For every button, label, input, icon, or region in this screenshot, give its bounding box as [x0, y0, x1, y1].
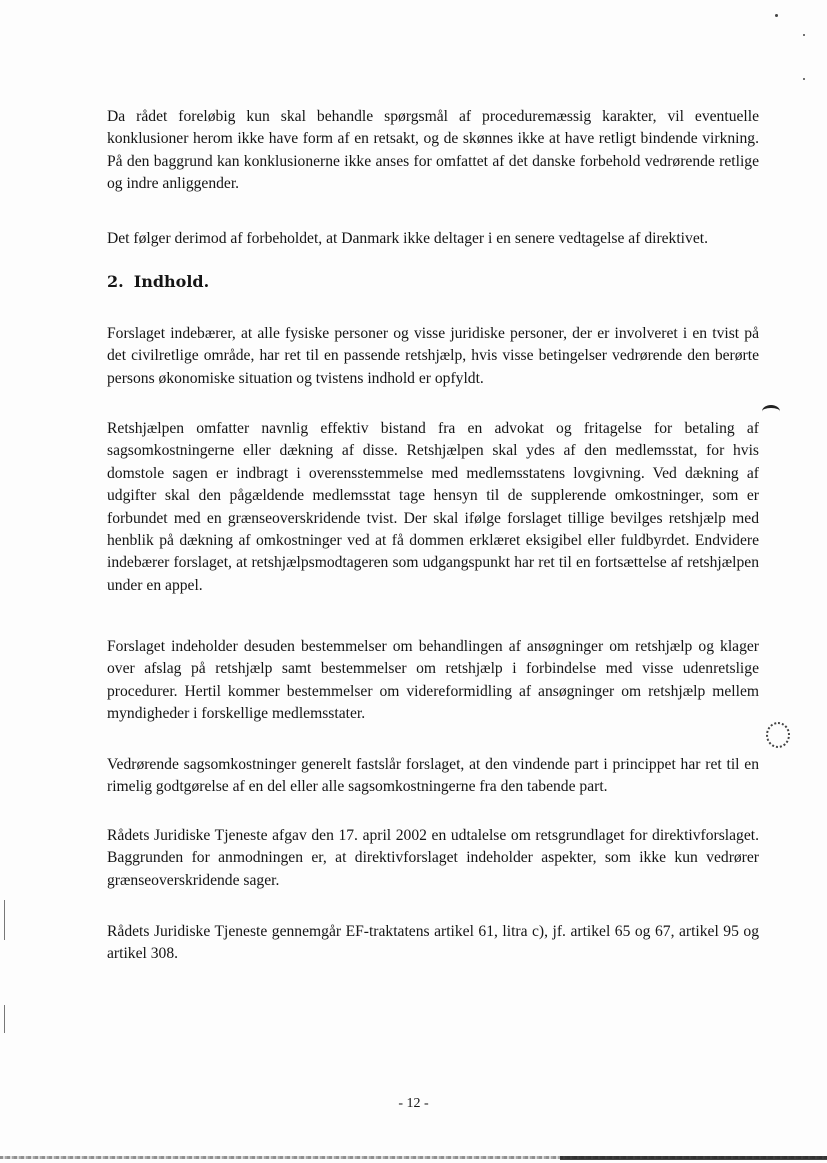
- paragraph-proposal-scope: Forslaget indebærer, at alle fysiske personer og visse juridiske personer, der er involveret i en tvist på det civilretlige område, har ret til en passende retshjælp, hvis visse betingelser vedrørende den berørte persons økonomiske situation og tvistens indhold er opfyldt.: [107, 325, 759, 387]
- paragraph-legal-service-opinion: Rådets Juridiske Tjeneste afgav den 17. april 2002 en udtalelse om retsgrundlaget for direktivforslaget. Baggrunden for anmodningen er, at direktivforslaget indeholder aspekter, som ikke kun vedrører grænseoverskridende sager.: [107, 827, 759, 889]
- section-number: 2.: [107, 272, 124, 291]
- section-title: Indhold.: [133, 272, 210, 291]
- paragraph-legal-aid-coverage: Retshjælpen omfatter navnlig effektiv bistand fra en advokat og fritagelse for betaling af sagsomkostningerne eller dækning af disse. Retshjælpen skal ydes af den medlemsstat, for hvis domstole sagen er indbragt i overensstemmelse med medlemsstatens lovgivning. Ved dækning af udgifter skal den pågældende medlemsstat tage hensyn til de supplerende omkostninger, som er forbundet med en grænseoverskridende tvist. Der skal ifølge forslaget tillige bevilges retshjælp med henblik på dækning af omkostninger ved at få dommen erklæret eksigibel eller fuldbyrdet. Endvidere indebærer forslaget, at retshjælpsmodtageren som udgangspunkt har ret til en fortsættelse af retshjælpen under en appel.: [107, 420, 759, 594]
- scan-speck-1: [775, 14, 778, 17]
- scan-speck-2: [803, 34, 805, 36]
- paragraph-procedural-conclusions: Da rådet foreløbig kun skal behandle spørgsmål af proceduremæssig karakter, vil eventuelle konklusioner herom ikke have form af en retsakt, og de skønnes ikke at have retligt bindende virkning. På den baggrund kan konklusionerne ikke anses for omfattet af det danske forbehold vedrørende retlige og indre anliggender.: [107, 108, 759, 193]
- section-heading: [107, 272, 209, 291]
- scan-mark-arc: [762, 405, 780, 418]
- scan-mark-ring: [766, 722, 790, 748]
- paragraph-danish-reservation: Det følger derimod af forbeholdet, at Danmark ikke deltager i en senere vedtagelse af direktivet.: [107, 230, 708, 247]
- page-number: - 12 -: [398, 1096, 429, 1111]
- scan-speck-3: [803, 78, 805, 80]
- scan-mark-left-2: [4, 1005, 5, 1033]
- paragraph-costs: Vedrørende sagsomkostninger generelt fastslår forslaget, at den vindende part i princippet har ret til en rimelig godtgørelse af en del eller alle sagsomkostningerne fra den tabende part.: [107, 756, 759, 796]
- scan-edge-bottom-dark: [560, 1156, 827, 1160]
- scan-mark-left-1: [4, 900, 5, 940]
- paragraph-applications: Forslaget indeholder desuden bestemmelser om behandlingen af ansøgninger om retshjælp og klager over afslag på retshjælp samt bestemmelser om retshjælp i forbindelse med visse udenretslige procedurer. Hertil kommer bestemmelser om videreformidling af ansøgninger om retshjælp mellem myndigheder i forskellige medlemsstater.: [107, 638, 759, 723]
- paragraph-treaty-articles: Rådets Juridiske Tjeneste gennemgår EF-traktatens artikel 61, litra c), jf. artikel 65 og 67, artikel 95 og artikel 308.: [107, 923, 759, 963]
